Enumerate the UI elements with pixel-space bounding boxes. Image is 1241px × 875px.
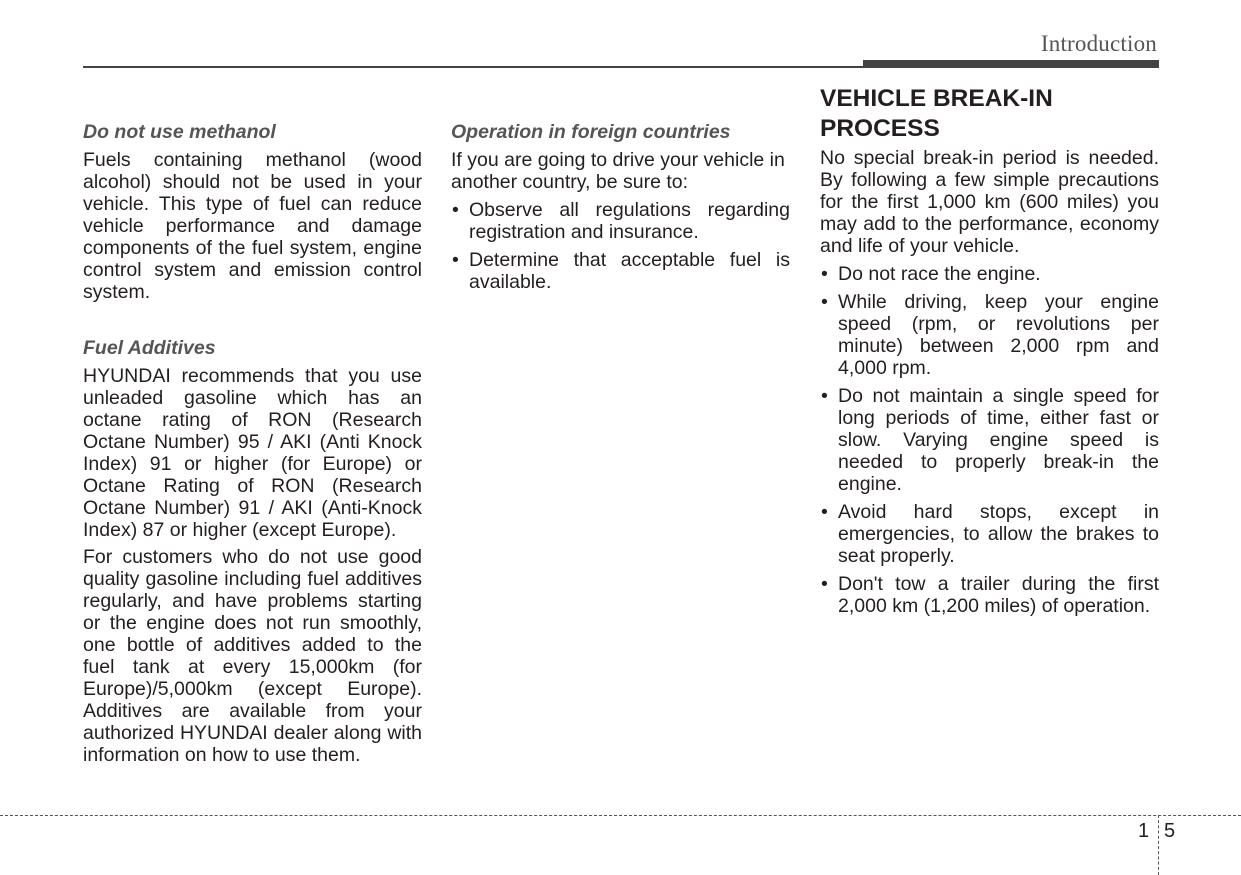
- list-item: • Determine that acceptable fuel is available.: [451, 249, 790, 293]
- paragraph-additives: For customers who do not use good quality gasoline including fuel additives regularly, and have problems starting or the engine does not run smoothly, one bottle of additives added to the fuel tank at every 15,000km (for Europe)/5,000km (except Europe). Additives are available from your authorized HYUNDAI dealer along with information on how to use them.: [83, 546, 422, 766]
- list-foreign-countries: [451, 199, 790, 293]
- header-rule-accent: [863, 60, 1159, 68]
- page-number: 5: [1164, 820, 1176, 842]
- paragraph-methanol: Fuels containing methanol (wood alcohol) should not be used in your vehicle. This type of fuel can reduce vehicle performance and damage components of the fuel system, engine control system and emission control system.: [83, 149, 422, 303]
- footer-page-divider: [1158, 815, 1159, 875]
- list-item: • Do not maintain a single speed for long periods of time, either fast or slow. Varying engine speed is needed to properly break-in the engine.: [820, 385, 1159, 495]
- subheading-foreign-countries: Operation in foreign countries: [451, 121, 731, 143]
- list-item: • Avoid hard stops, except in emergencies, to allow the brakes to seat properly.: [820, 501, 1159, 567]
- footer-divider: [0, 815, 1241, 816]
- list-item: • Do not race the engine.: [820, 263, 1159, 285]
- subheading-fuel-additives: Fuel Additives: [83, 337, 216, 359]
- list-item: • Observe all regulations regarding registration and insurance.: [451, 199, 790, 243]
- section-title-break-in: VEHICLE BREAK-IN PROCESS: [820, 85, 1053, 142]
- paragraph-foreign-intro: If you are going to drive your vehicle in another country, be sure to:: [451, 149, 785, 193]
- list-break-in: [820, 263, 1159, 617]
- paragraph-break-in-intro: No special break-in period is needed. By following a few simple precautions for the first 1,000 km (600 miles) you may add to the performance, economy and life of your vehicle.: [820, 147, 1159, 257]
- header-rule: [83, 66, 863, 68]
- list-item: • While driving, keep your engine speed (rpm, or revolutions per minute) between 2,000 rpm and 4,000 rpm.: [820, 291, 1159, 379]
- chapter-number: 1: [1138, 820, 1150, 842]
- section-header-title: Introduction: [1040, 31, 1157, 56]
- paragraph-octane: HYUNDAI recommends that you use unleaded gasoline which has an octane rating of RON (Research Octane Number) 95 / AKI (Anti Knock Index) 91 or higher (for Europe) or Octane Rating of RON (Research Octane Number) 91 / AKI (Anti-Knock Index) 87 or higher (except Europe).: [83, 365, 422, 541]
- subheading-methanol: Do not use methanol: [83, 121, 276, 143]
- list-item: • Don't tow a trailer during the first 2,000 km (1,200 miles) of operation.: [820, 573, 1159, 617]
